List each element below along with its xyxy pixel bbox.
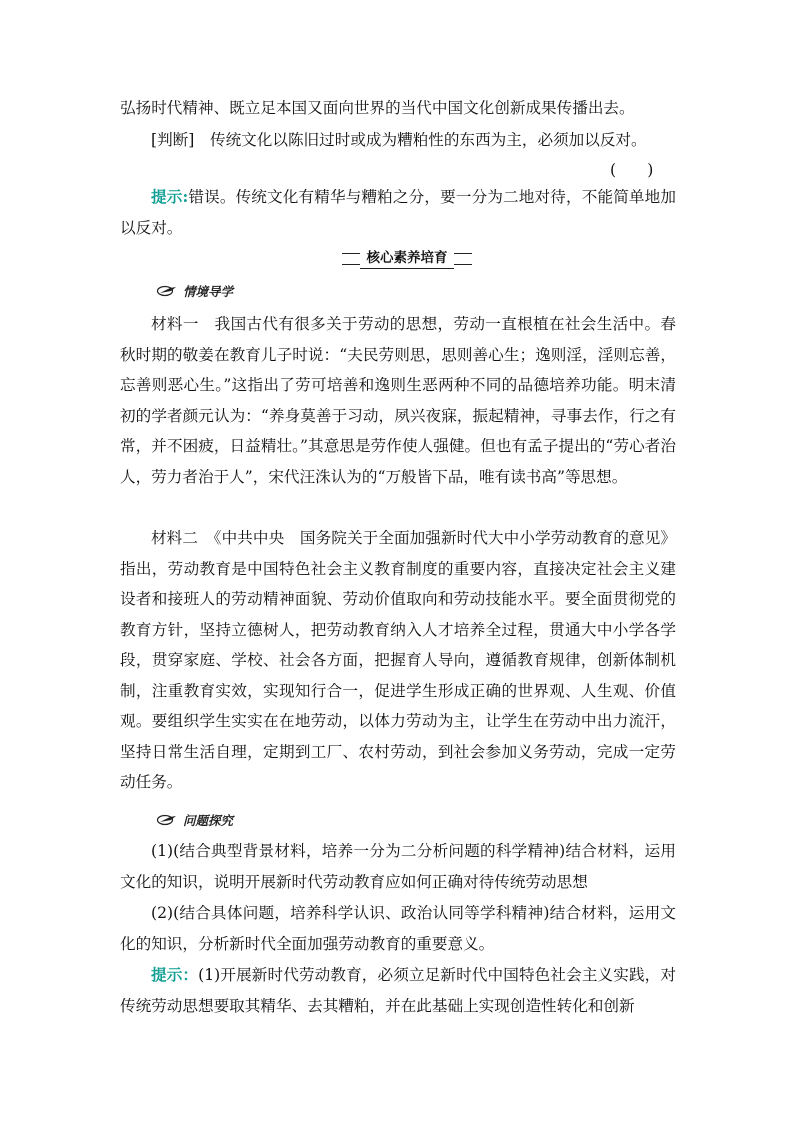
hint-text: 错误。传统文化有精华与糟粕之分，要一分为二地对待，不能简单地加以反对。 [120, 188, 676, 237]
pen-icon [156, 284, 180, 298]
material-two: 材料二 《中共中央 国务院关于全面加强新时代大中小学劳动教育的意见》指出，劳动教育是中国特色社会主义教育制度的重要内容，直接决定社会主义建设者和接班人的劳动精神面貌、劳动价值取向和劳动技能水平。要全面贯彻党的教育方针，坚持立德树人，把劳动教育纳入人才培养全过程，贯通大中小学各学段，贯穿家庭、学校、社会各方面，把握育人导向，遵循教育规律，创新体制机制，注重教育实效，实现知行合一，促进学生形成正确的世界观、人生观、价值观。要组织学生实实在在地劳动，以体力劳动为主，让学生在劳动中出力流汗，坚持日常生活自理，定期到工厂、农村劳动，到社会参加义务劳动，完成一定劳动任务。 [120, 529, 676, 791]
judge-text: 传统文化以陈旧过时或成为糟粕性的东西为主，必须加以反对。 [209, 131, 647, 149]
hint-paragraph [120, 182, 676, 243]
question-one: (1)(结合典型背景材料，培养一分为二分析问题的科学精神)结合材料，运用文化的知识，说明开展新时代劳动教育应如何正确对待传统劳动思想 [120, 842, 676, 891]
answer-text: (1)开展新时代劳动教育，必须立足新时代中国特色社会主义实践，对传统劳动思想要取其精华、去其糟粕，并在此基础上实现创造性转化和创新 [120, 966, 676, 1015]
section-banner [342, 248, 472, 270]
banner-left-lines [342, 253, 360, 265]
question-heading [156, 810, 233, 830]
judge-statement [120, 125, 676, 156]
banner-title: 核心素养培育 [360, 248, 454, 269]
answer-bracket: ( ) [610, 161, 654, 179]
hint-label: 提示: [151, 187, 189, 206]
answer-paragraph [120, 960, 676, 1021]
top-line: 弘扬时代精神、既立足本国又面向世界的当代中国文化创新成果传播出去。 [120, 99, 635, 117]
pen-icon [156, 813, 180, 827]
question-title: 问题探究 [183, 813, 234, 828]
question-two: (2)(结合具体问题，培养科学认识、政治认同等学科精神)结合材料，运用文化的知识，分析新时代全面加强劳动教育的重要意义。 [120, 904, 676, 953]
banner-right-lines [454, 253, 472, 265]
context-title: 情境导学 [183, 284, 234, 299]
material-one: 材料一 我国古代有很多关于劳动的思想，劳动一直根植在社会生活中。春秋时期的敬姜在教育儿子时说：“夫民劳则思，思则善心生；逸则淫，淫则忘善，忘善则恶心生。”这指出了劳可培善和逸则生恶两种不同的品德培养功能。明末清初的学者颜元认为：“养身莫善于习动，夙兴夜寐，振起精神，寻事去作，行之有常，并不困疲，日益精壮。”其意思是劳作使人强健。但也有孟子提出的“劳心者治人，劳力者治于人”，宋代汪洙认为的“万般皆下品，唯有读书高”等思想。 [120, 315, 676, 486]
context-heading [156, 281, 233, 301]
answer-label: 提示： [151, 965, 199, 984]
judge-label: [判断] [151, 131, 195, 149]
